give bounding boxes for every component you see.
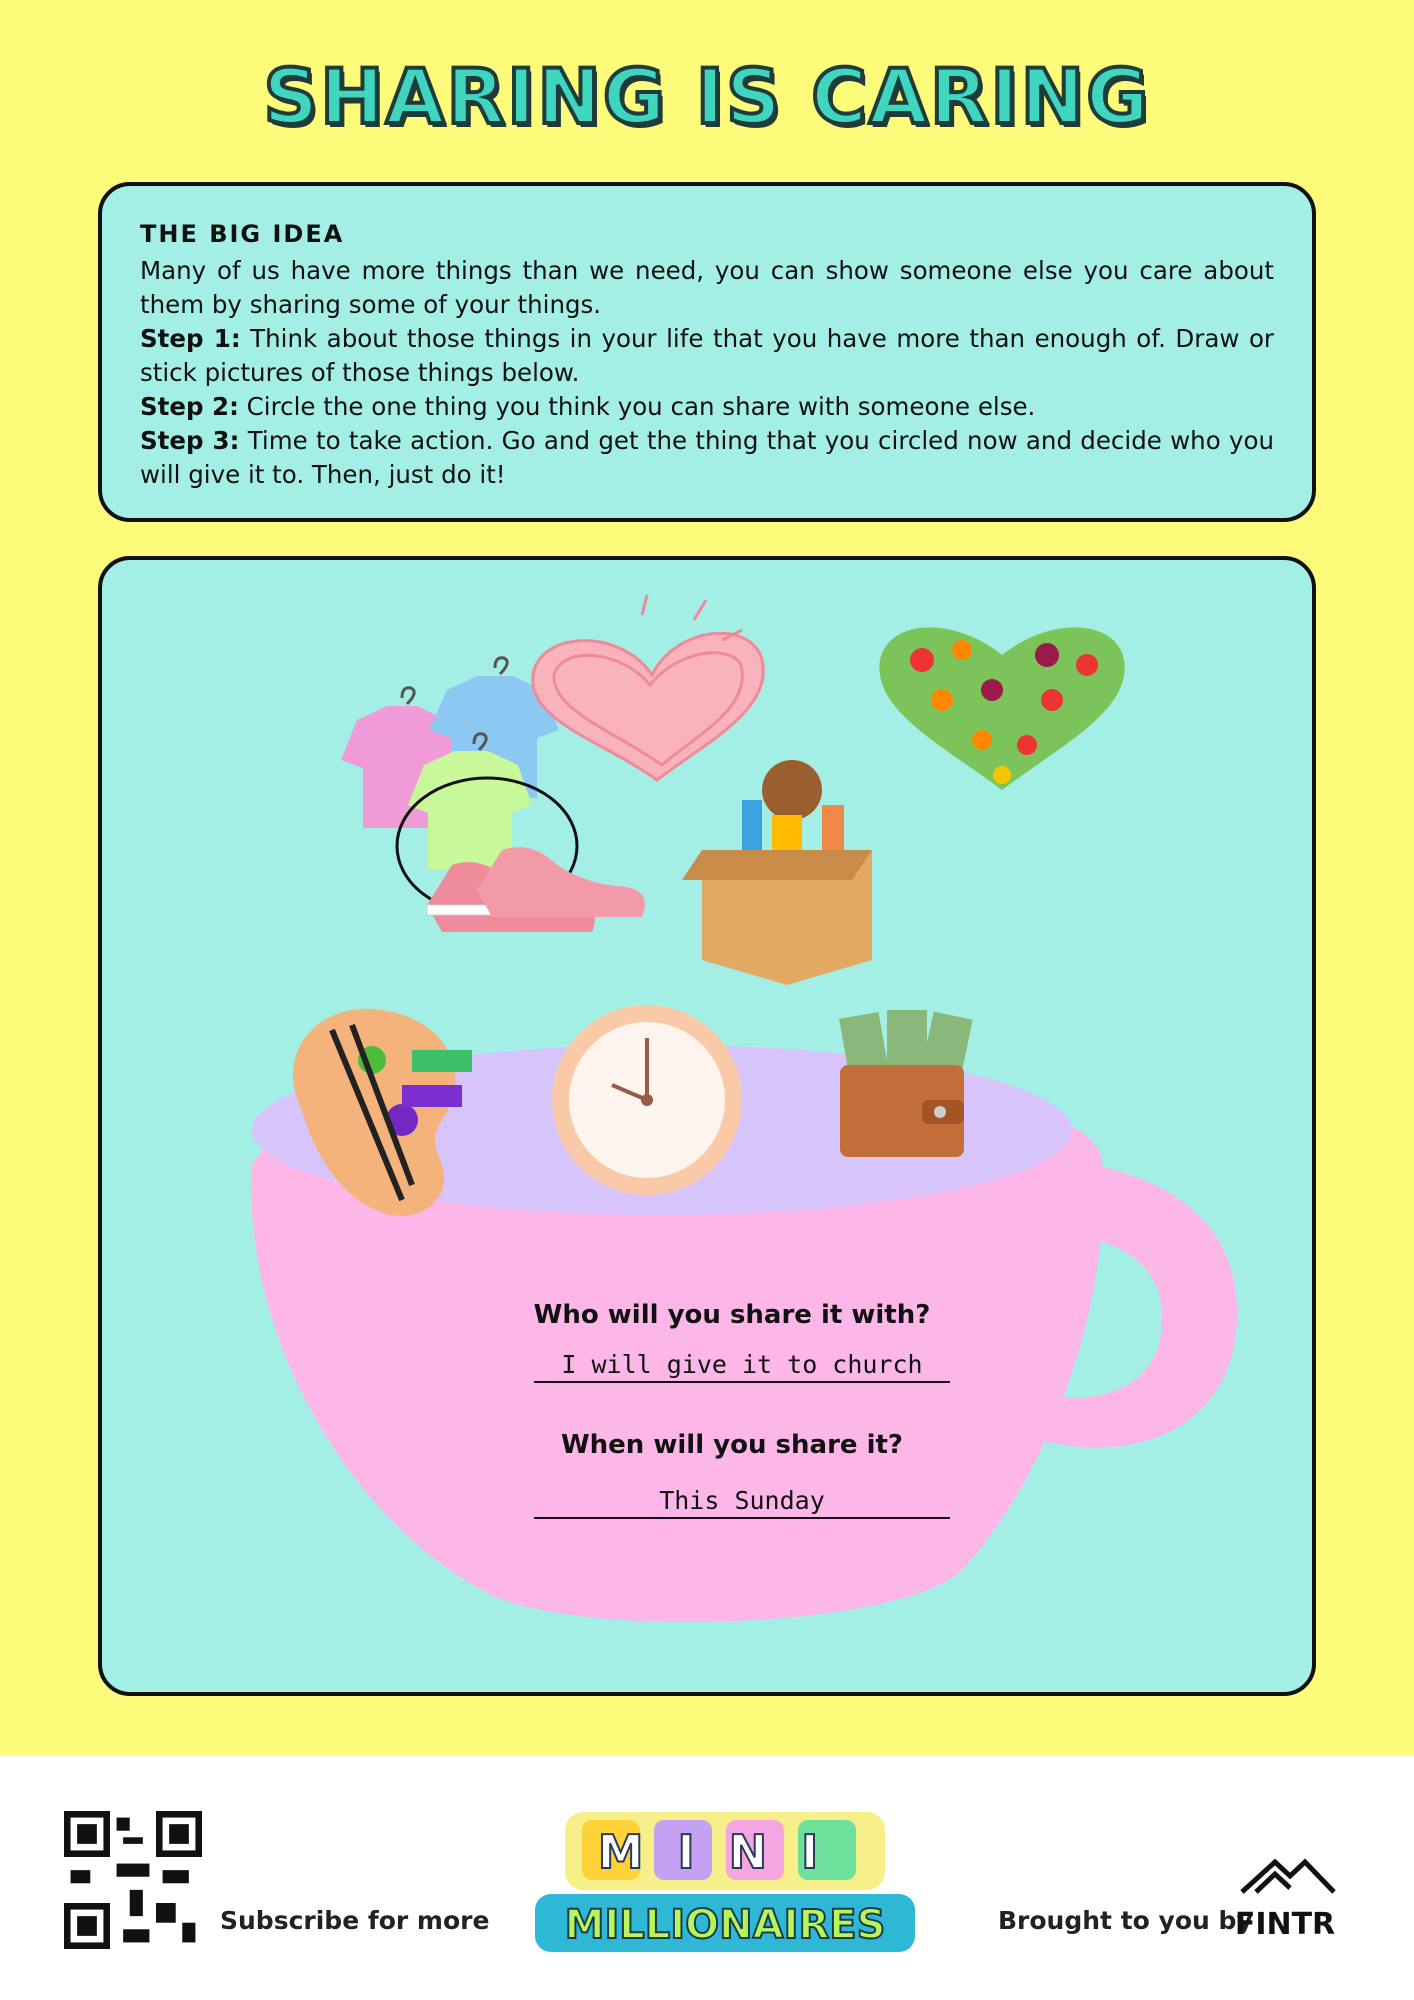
- logo-line2: MILLIONAIRES: [564, 1902, 886, 1948]
- step-1: Step 1: Think about those things in your life that you have more than enough of. Draw or stick pictures of those things below.: [140, 324, 1275, 387]
- shirts-icon: [341, 658, 559, 869]
- activity-card: [98, 556, 1316, 1696]
- brought-by-text: Brought to you by: [998, 1906, 1253, 1935]
- fintr-brand: FINTR: [1234, 1907, 1336, 1942]
- mini-millionaires-logo: [530, 1802, 920, 1962]
- big-idea-card: [98, 182, 1316, 522]
- big-idea-intro: Many of us have more things than we need, you can show someone else you care about them by sharing some of your things.: [140, 256, 1274, 319]
- scribbled-heart-icon: [533, 595, 764, 780]
- vegetable-heart-icon: [879, 627, 1124, 790]
- when-question: When will you share it?: [560, 1430, 904, 1460]
- when-answer-field[interactable]: This Sunday: [534, 1486, 950, 1519]
- logo-line1: MINI: [597, 1825, 853, 1879]
- who-answer-field[interactable]: I will give it to church: [534, 1350, 950, 1383]
- step-3: Step 3: Time to take action. Go and get the thing that you circled now and decide who you will give it to. Then, just do it!: [140, 426, 1274, 489]
- wallet-icon: [839, 1010, 973, 1157]
- fintr-logo: [1230, 1848, 1340, 1948]
- who-question: Who will you share it with?: [533, 1300, 931, 1330]
- clock-icon: [552, 1005, 742, 1195]
- activity-illustration: [102, 560, 1312, 1692]
- subscribe-text: Subscribe for more: [220, 1906, 490, 1935]
- footer: [0, 1756, 1414, 2000]
- toy-box-icon: [682, 760, 872, 985]
- big-idea-heading: THE BIG IDEA: [140, 220, 345, 248]
- page-title: SHARING IS CARING: [263, 52, 1151, 141]
- step-2: Step 2: Circle the one thing you think you can share with someone else.: [140, 392, 1036, 421]
- qr-code-icon[interactable]: [64, 1811, 202, 1949]
